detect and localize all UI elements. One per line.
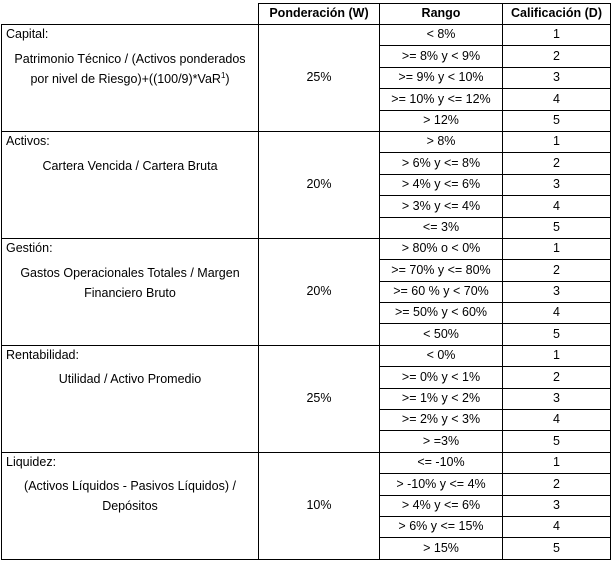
score-cell: 5: [503, 110, 611, 131]
range-cell: >= 0% y < 1%: [380, 367, 503, 388]
category-cell: [2, 25, 259, 132]
formula-text: Gastos Operacionales Totales / Margen Financiero Bruto: [20, 265, 240, 300]
range-cell: > 4% y <= 6%: [380, 495, 503, 516]
score-cell: 2: [503, 153, 611, 174]
range-cell: > =3%: [380, 431, 503, 452]
score-cell: 5: [503, 217, 611, 238]
score-cell: 4: [503, 196, 611, 217]
range-cell: >= 1% y < 2%: [380, 388, 503, 409]
category-formula: [6, 369, 254, 389]
range-cell: >= 8% y < 9%: [380, 46, 503, 67]
score-cell: 4: [503, 410, 611, 431]
range-cell: > 15%: [380, 538, 503, 559]
table-row: [2, 131, 611, 152]
range-cell: <= -10%: [380, 452, 503, 473]
score-cell: 2: [503, 260, 611, 281]
range-cell: > 80% o < 0%: [380, 238, 503, 259]
formula-text: Patrimonio Técnico / (Activos ponderados por nivel de Riesgo)+((100/9)*VaR: [14, 51, 246, 86]
score-cell: 4: [503, 89, 611, 110]
header-calificacion: Calificación (D): [503, 4, 611, 25]
score-cell: 1: [503, 238, 611, 259]
range-cell: > 3% y <= 4%: [380, 196, 503, 217]
category-cell: [2, 238, 259, 345]
table-row: [2, 238, 611, 259]
score-cell: 1: [503, 452, 611, 473]
weight-cell: 20%: [259, 238, 380, 345]
category-name: Rentabilidad:: [6, 347, 79, 362]
category-name: Activos:: [6, 133, 50, 148]
score-cell: 1: [503, 345, 611, 366]
score-cell: 5: [503, 431, 611, 452]
range-cell: >= 50% y < 60%: [380, 303, 503, 324]
header-ponderacion: Ponderación (W): [259, 4, 380, 25]
rating-table: [1, 3, 611, 560]
category-formula: [6, 476, 254, 516]
score-cell: 3: [503, 281, 611, 302]
range-cell: > 6% y <= 15%: [380, 516, 503, 537]
score-cell: 4: [503, 516, 611, 537]
range-cell: > 12%: [380, 110, 503, 131]
weight-cell: 25%: [259, 25, 380, 132]
score-cell: 5: [503, 538, 611, 559]
header-blank-cell: [2, 4, 259, 25]
weight-cell: 20%: [259, 131, 380, 238]
range-cell: < 8%: [380, 25, 503, 46]
range-cell: >= 9% y < 10%: [380, 67, 503, 88]
formula-end: ): [225, 71, 230, 86]
score-cell: 1: [503, 131, 611, 152]
category-cell: [2, 452, 259, 559]
range-cell: >= 2% y < 3%: [380, 410, 503, 431]
range-cell: > -10% y <= 4%: [380, 474, 503, 495]
range-cell: < 50%: [380, 324, 503, 345]
table-row: [2, 345, 611, 366]
table-row: [2, 452, 611, 473]
range-cell: > 8%: [380, 131, 503, 152]
score-cell: 3: [503, 495, 611, 516]
range-cell: <= 3%: [380, 217, 503, 238]
score-cell: 2: [503, 46, 611, 67]
table-row: [2, 25, 611, 46]
header-row: [2, 4, 611, 25]
header-rango: Rango: [380, 4, 503, 25]
category-formula: [6, 49, 254, 89]
score-cell: 1: [503, 25, 611, 46]
score-cell: 3: [503, 174, 611, 195]
category-name: Liquidez:: [6, 454, 57, 469]
formula-text: Cartera Vencida / Cartera Bruta: [42, 158, 218, 173]
weight-cell: 10%: [259, 452, 380, 559]
category-name: Capital:: [6, 27, 49, 41]
weight-cell: 25%: [259, 345, 380, 452]
score-cell: 5: [503, 324, 611, 345]
range-cell: >= 10% y <= 12%: [380, 89, 503, 110]
category-name: Gestión:: [6, 240, 53, 255]
table-body: [2, 25, 611, 560]
range-cell: >= 70% y <= 80%: [380, 260, 503, 281]
formula-text: Utilidad / Activo Promedio: [58, 372, 202, 387]
range-cell: >= 60 % y < 70%: [380, 281, 503, 302]
category-formula: [6, 156, 254, 176]
range-cell: > 6% y <= 8%: [380, 153, 503, 174]
category-cell: [2, 345, 259, 452]
score-cell: 4: [503, 303, 611, 324]
category-cell: [2, 131, 259, 238]
formula-text: (Activos Líquidos - Pasivos Líquidos) / Depósitos: [24, 479, 236, 514]
score-cell: 3: [503, 388, 611, 409]
score-cell: 3: [503, 67, 611, 88]
formula-superscript: 1: [220, 70, 226, 80]
score-cell: 2: [503, 367, 611, 388]
range-cell: > 4% y <= 6%: [380, 174, 503, 195]
score-cell: 2: [503, 474, 611, 495]
range-cell: < 0%: [380, 345, 503, 366]
category-formula: [6, 263, 254, 303]
